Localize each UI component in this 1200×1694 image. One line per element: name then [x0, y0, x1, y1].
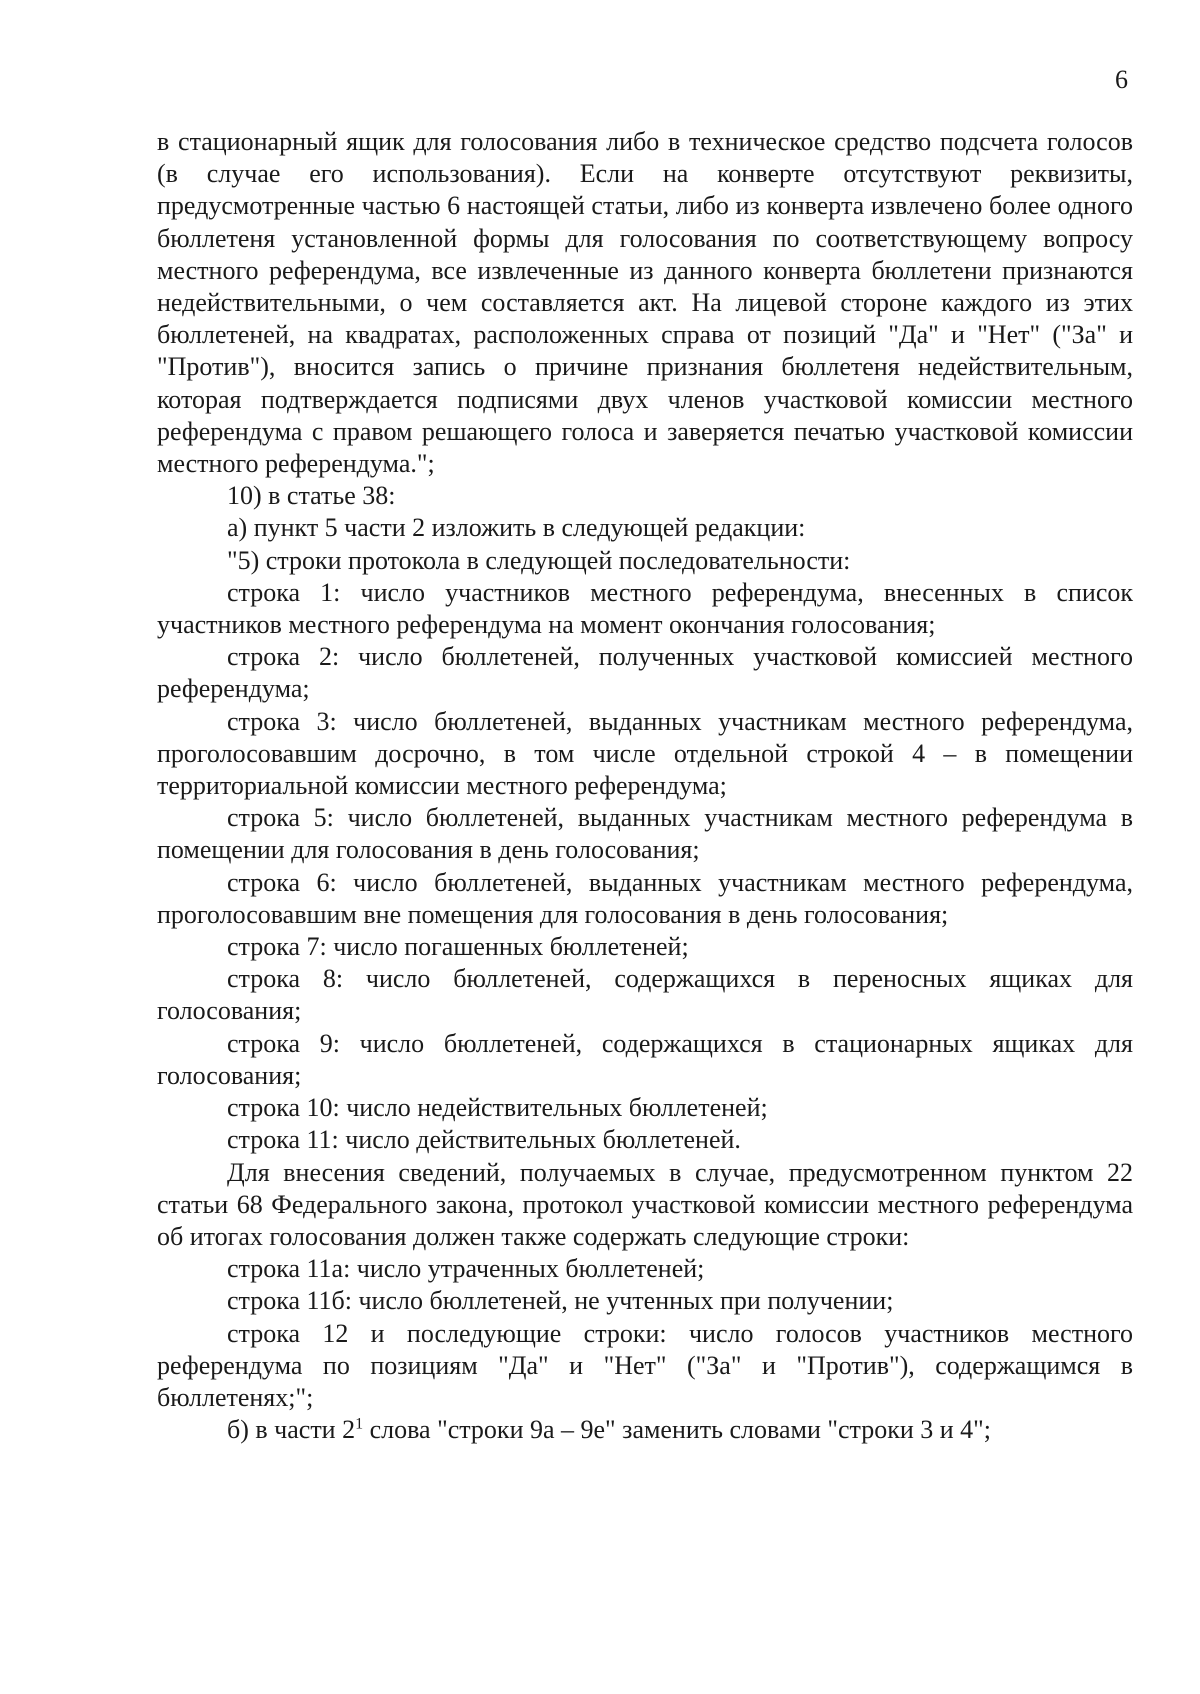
paragraph: строка 1: число участников местного референдума, внесенных в список участников местного референдума на момент окончания голосования; [157, 577, 1133, 640]
paragraph: 10) в статье 38: [227, 481, 396, 511]
paragraph: строка 11а: число утраченных бюллетеней; [227, 1254, 705, 1284]
paragraph: "5) строки протокола в следующей последовательности: [227, 545, 851, 575]
paragraph: строка 9: число бюллетеней, содержащихся в стационарных ящиках для голосования; [157, 1028, 1133, 1090]
last-paragraph-before: б) в части 2 [227, 1415, 356, 1445]
paragraph: строка 6: число бюллетеней, выданных участникам местного референдума, проголосовавшим вне помещения для голосования в день голосования; [157, 867, 1133, 929]
paragraph: Для внесения сведений, получаемых в случае, предусмотренном пунктом 22 статьи 68 Федерального закона, протокол участковой комиссии местного референдума об итогах голосования должен также содержать следующие строки: [157, 1157, 1133, 1251]
paragraph-last [157, 1414, 1133, 1446]
document-body [157, 126, 1133, 1446]
paragraph: строка 2: число бюллетеней, полученных участковой комиссией местного референдума; [157, 642, 1133, 704]
paragraph: строка 8: число бюллетеней, содержащихся в переносных ящиках для голосования; [157, 964, 1133, 1026]
paragraph: строка 7: число погашенных бюллетеней; [227, 932, 689, 962]
last-paragraph-after: слова "строки 9а – 9е" заменить словами "строки 3 и 4"; [363, 1415, 992, 1445]
paragraph: а) пункт 5 части 2 изложить в следующей редакции: [227, 513, 806, 543]
paragraph: строка 3: число бюллетеней, выданных участникам местного референдума, проголосовавшим досрочно, в том числе отдельной строкой 4 – в помещении территориальной комиссии местного референдума; [157, 706, 1133, 801]
paragraph: в стационарный ящик для голосования либо в техническое средство подсчета голосов (в случае его использования). Если на конверте отсутствуют реквизиты, предусмотренные частью 6 настоящей статьи, либо из конверта извлечено более одного бюллетеня установленной формы для голосования по соответствующему вопросу местного референдума, все извлеченные из данного конверта бюллетени признаются недействительными, о чем составляется акт. На лицевой стороне каждого из этих бюллетеней, на квадратах, расположенных справа от позиций "Да" и "Нет" ("За" и "Против"), вносится запись о причине признания бюллетеня недействительным, которая подтверждается подписями двух членов участковой комиссии местного референдума с правом решающего голоса и заверяется печатью участковой комиссии местного референдума."; [157, 127, 1133, 479]
paragraph: строка 11б: число бюллетеней, не учтенных при получении; [227, 1286, 894, 1316]
page-number: 6 [1115, 65, 1128, 94]
paragraph: строка 5: число бюллетеней, выданных участникам местного референдума в помещении для голосования в день голосования; [157, 803, 1133, 865]
superscript: 1 [355, 1415, 364, 1433]
paragraph: строка 11: число действительных бюллетеней. [227, 1125, 741, 1155]
paragraph: строка 10: число недействительных бюллетеней; [227, 1093, 768, 1123]
paragraph: строка 12 и последующие строки: число голосов участников местного референдума по позициям "Да" и "Нет" ("За" и "Против"), содержащимся в бюллетенях;"; [157, 1318, 1133, 1412]
